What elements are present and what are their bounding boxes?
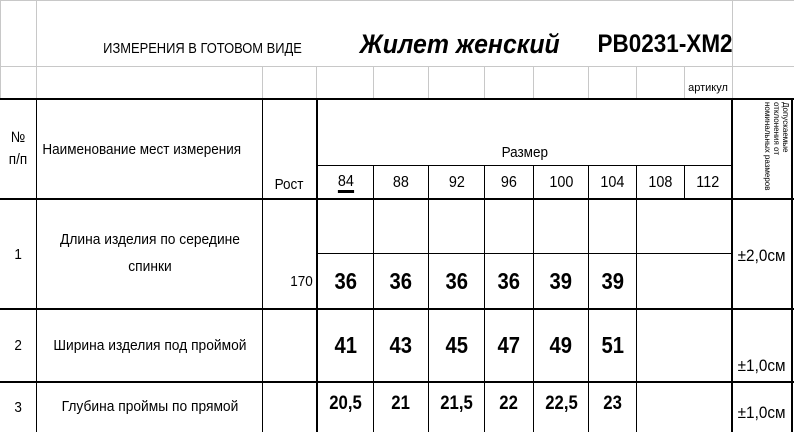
value-cell: 36 (497, 267, 521, 294)
grid-line (373, 66, 374, 98)
value-cell: 23 (603, 393, 622, 414)
value-cell: 47 (497, 332, 521, 358)
grid-line (636, 66, 637, 98)
size-108: 108 (648, 174, 673, 191)
value-cell: 20,5 (329, 393, 362, 414)
col-size-header: Размер (501, 144, 548, 161)
size-100: 100 (548, 174, 574, 191)
row-height: 170 (290, 272, 313, 290)
value-cell: 22,5 (544, 393, 578, 414)
tolerance-cell: ±1,0см (738, 403, 786, 422)
grid-line (262, 66, 263, 98)
grid-line (533, 66, 534, 98)
grid-line (588, 66, 589, 98)
value-cell: 39 (601, 267, 624, 294)
size-84: 84 (318, 168, 373, 198)
size-88: 88 (392, 174, 410, 191)
col-name-header: Наименование мест измерения (42, 140, 242, 158)
value-cell: 21,5 (440, 393, 473, 414)
col-tolerance-header: Допускаемые отклонения от номинальных размеров (763, 102, 790, 191)
value-cell: 43 (389, 332, 413, 358)
table-border (316, 165, 732, 166)
col-number-header: № п/п (8, 129, 28, 168)
grid-line (428, 66, 429, 98)
article-label: артикул (688, 82, 728, 94)
table-border (0, 198, 794, 200)
grid-line (0, 0, 1, 98)
value-cell: 36 (389, 267, 413, 294)
measurements-caption: ИЗМЕРЕНИЯ В ГОТОВОМ ВИДЕ (103, 39, 302, 57)
row-number: 3 (14, 399, 22, 416)
grid-line (484, 66, 485, 98)
value-cell: 36 (445, 267, 468, 294)
value-cell: 39 (549, 267, 573, 294)
row-name: Глубина проймы по прямой (61, 398, 238, 415)
grid-line (36, 0, 37, 98)
value-cell: 49 (549, 332, 573, 358)
grid-line (0, 66, 794, 67)
grid-line (0, 0, 794, 1)
size-112: 112 (696, 174, 720, 191)
value-cell: 45 (445, 332, 468, 358)
table-border (636, 165, 637, 432)
value-cell: 21 (391, 393, 411, 414)
value-cell: 51 (601, 332, 624, 358)
table-border (791, 99, 793, 432)
value-cell: 36 (334, 267, 357, 294)
tolerance-cell: ±2,0см (738, 246, 786, 265)
grid-line (316, 66, 317, 98)
size-104: 104 (600, 174, 625, 191)
product-title: Жилет женский (359, 28, 560, 59)
value-cell: 41 (334, 332, 357, 358)
row-number: 2 (14, 337, 22, 354)
row-name: Ширина изделия под проймой (52, 337, 247, 354)
row-name: Длина изделия по середине спинки (59, 231, 240, 275)
article-code: PB0231-XM2 (597, 29, 733, 58)
tolerance-cell: ±1,0см (738, 355, 786, 375)
size-92: 92 (448, 174, 465, 191)
col-height-header: Рост (275, 175, 304, 193)
value-cell: 22 (499, 393, 519, 414)
row-number: 1 (14, 245, 22, 263)
size-96: 96 (500, 174, 518, 191)
